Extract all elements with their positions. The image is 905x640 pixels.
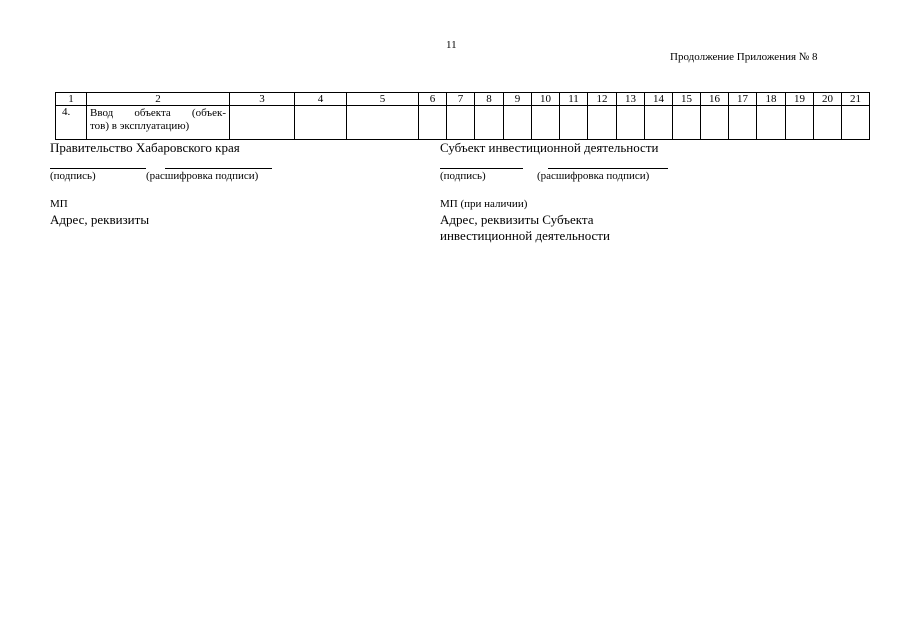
row-word: объекта (134, 107, 171, 119)
page-number: 11 (446, 39, 457, 51)
col-header: 9 (504, 93, 532, 106)
table-cell (230, 106, 295, 140)
table-cell (419, 106, 447, 140)
table-cell (814, 106, 842, 140)
stamp-place: МП (при наличии) (440, 198, 528, 210)
signature-line (440, 168, 523, 169)
investment-table (55, 92, 870, 140)
government-signature-block (50, 140, 259, 228)
col-header: 21 (842, 93, 870, 106)
table-cell (645, 106, 673, 140)
col-header: 3 (230, 93, 295, 106)
table-cell (447, 106, 475, 140)
signature-decode-line (548, 168, 668, 169)
table-cell (729, 106, 757, 140)
signature-caption: (подпись) (50, 170, 96, 182)
col-header: 12 (588, 93, 617, 106)
stamp-place: МП (50, 198, 68, 210)
col-header: 7 (447, 93, 475, 106)
signature-lines (50, 168, 259, 188)
table-cell (786, 106, 814, 140)
signature-decode-line (165, 168, 272, 169)
signature-decode-caption: (расшифровка подписи) (146, 170, 259, 182)
col-header: 13 (617, 93, 645, 106)
address-line: Адрес, реквизиты Субъекта (440, 212, 594, 227)
government-name: Правительство Хабаровского края (50, 140, 240, 155)
continuation-header: Продолжение Приложения № 8 (670, 51, 818, 63)
col-header: 10 (532, 93, 560, 106)
col-header: 18 (757, 93, 786, 106)
table-cell (701, 106, 729, 140)
table-cell (757, 106, 786, 140)
row-text-line2: тов) в эксплуатацию) (90, 120, 190, 132)
col-header: 16 (701, 93, 729, 106)
table-cell (588, 106, 617, 140)
col-header: 2 (87, 93, 230, 106)
signature-line (50, 168, 146, 169)
address-line: инвестиционной деятельности (440, 228, 610, 243)
col-header: 4 (295, 93, 347, 106)
col-header: 17 (729, 93, 757, 106)
row-number: 4. (56, 106, 87, 140)
table-cell (560, 106, 588, 140)
row-description (87, 106, 230, 140)
table-cell (504, 106, 532, 140)
col-header: 14 (645, 93, 673, 106)
table-cell (673, 106, 701, 140)
col-header: 15 (673, 93, 701, 106)
signature-caption: (подпись) (440, 170, 486, 182)
col-header: 1 (56, 93, 87, 106)
signature-decode-caption: (расшифровка подписи) (537, 170, 650, 182)
table-cell (842, 106, 870, 140)
table-header-row (56, 93, 870, 106)
investor-signature-block (440, 140, 658, 244)
row-word: Ввод (90, 107, 114, 119)
table-cell (347, 106, 419, 140)
table-row (56, 106, 870, 140)
col-header: 6 (419, 93, 447, 106)
table-cell (532, 106, 560, 140)
row-word: (объек- (191, 107, 226, 119)
col-header: 19 (786, 93, 814, 106)
address-line: Адрес, реквизиты (50, 212, 150, 227)
col-header: 5 (347, 93, 419, 106)
table-cell (617, 106, 645, 140)
col-header: 11 (560, 93, 588, 106)
col-header: 20 (814, 93, 842, 106)
signature-lines (440, 168, 658, 188)
table-cell (475, 106, 504, 140)
investor-name: Субъект инвестиционной деятельности (440, 140, 659, 155)
col-header: 8 (475, 93, 504, 106)
table-cell (295, 106, 347, 140)
